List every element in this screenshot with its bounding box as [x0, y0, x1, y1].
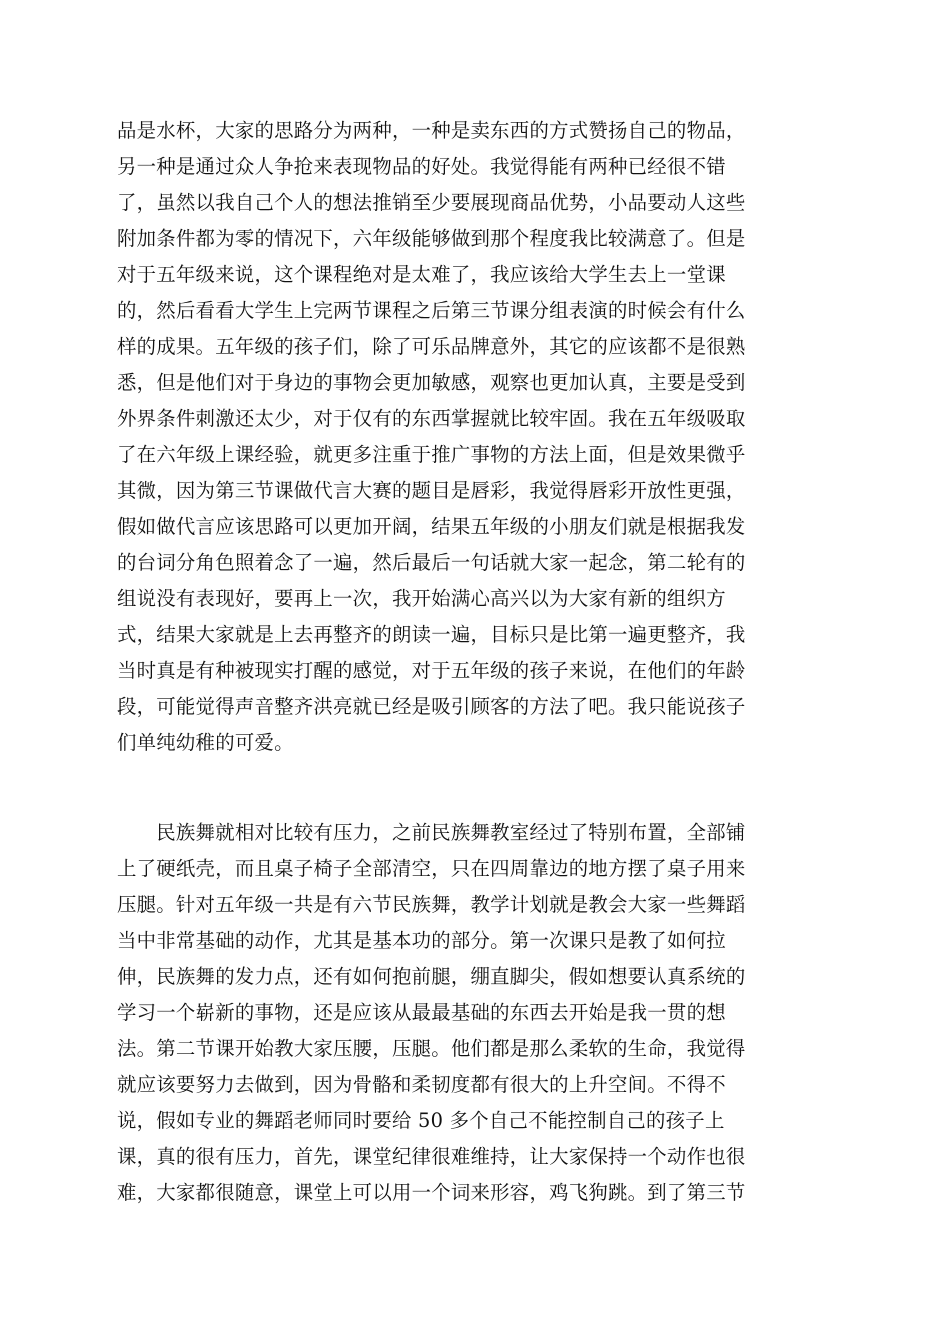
text-line: 的，然后看看大学生上完两节课程之后第三节课分组表演的时候会有什么 [117, 299, 746, 322]
text-line: 假如做代言应该思路可以更加开阔，结果五年级的小朋友们就是根据我发 [117, 515, 746, 538]
text-line: 式，结果大家就是上去再整齐的朗读一遍，目标只是比第一遍更整齐，我 [117, 623, 746, 646]
text-line: 样的成果。五年级的孩子们，除了可乐品牌意外，其它的应该都不是很熟 [117, 335, 746, 358]
text-line: 的台词分角色照着念了一遍，然后最后一句话就大家一起念，第二轮有的 [117, 551, 746, 574]
paragraph-2 [117, 815, 837, 1211]
text-line: 当中非常基础的动作，尤其是基本功的部分。第一次课只是教了如何拉 [117, 929, 726, 952]
text-line: 课，真的很有压力，首先，课堂纪律很难维持，让大家保持一个动作也很 [117, 1145, 746, 1168]
text-line: 其微，因为第三节课做代言大赛的题目是唇彩，我觉得唇彩开放性更强， [117, 479, 746, 502]
text-line: 说，假如专业的舞蹈老师同时要给 50 多个自己不能控制自己的孩子上 [117, 1109, 725, 1132]
text-line: 学习一个崭新的事物，还是应该从最最基础的东西去开始是我一贯的想 [117, 1001, 726, 1024]
text-line: 民族舞就相对比较有压力，之前民族舞教室经过了特别布置，全部铺 [117, 821, 746, 844]
text-line: 对于五年级来说，这个课程绝对是太难了，我应该给大学生去上一堂课 [117, 263, 726, 286]
paragraph-1 [117, 113, 837, 761]
text-line: 法。第二节课开始教大家压腰，压腿。他们都是那么柔软的生命，我觉得 [117, 1037, 746, 1060]
text-line: 当时真是有种被现实打醒的感觉，对于五年级的孩子来说，在他们的年龄 [117, 659, 746, 682]
text-line: 伸，民族舞的发力点，还有如何抱前腿，绷直脚尖，假如想要认真系统的 [117, 965, 746, 988]
text-line: 悉，但是他们对于身边的事物会更加敏感，观察也更加认真，主要是受到 [117, 371, 746, 394]
text-line: 难，大家都很随意，课堂上可以用一个词来形容，鸡飞狗跳。到了第三节 [117, 1181, 746, 1204]
text-line: 压腿。针对五年级一共是有六节民族舞，教学计划就是教会大家一些舞蹈 [117, 893, 746, 916]
text-line: 品是水杯，大家的思路分为两种，一种是卖东西的方式赞扬自己的物品， [117, 119, 746, 142]
text-line: 了，虽然以我自己个人的想法推销至少要展现商品优势，小品要动人这些 [117, 191, 746, 214]
text-line: 们单纯幼稚的可爱。 [117, 731, 294, 754]
text-line: 就应该要努力去做到，因为骨骼和柔韧度都有很大的上升空间。不得不 [117, 1073, 726, 1096]
text-line: 另一种是通过众人争抢来表现物品的好处。我觉得能有两种已经很不错 [117, 155, 726, 178]
text-line: 外界条件刺激还太少，对于仅有的东西掌握就比较牢固。我在五年级吸取 [117, 407, 746, 430]
text-line: 段，可能觉得声音整齐洪亮就已经是吸引顾客的方法了吧。我只能说孩子 [117, 695, 746, 718]
text-line: 了在六年级上课经验，就更多注重于推广事物的方法上面，但是效果微乎 [117, 443, 746, 466]
text-line: 附加条件都为零的情况下，六年级能够做到那个程度我比较满意了。但是 [117, 227, 746, 250]
text-line: 上了硬纸壳，而且桌子椅子全部清空，只在四周靠边的地方摆了桌子用来 [117, 857, 746, 880]
text-line: 组说没有表现好，要再上一次，我开始满心高兴以为大家有新的组织方 [117, 587, 726, 610]
